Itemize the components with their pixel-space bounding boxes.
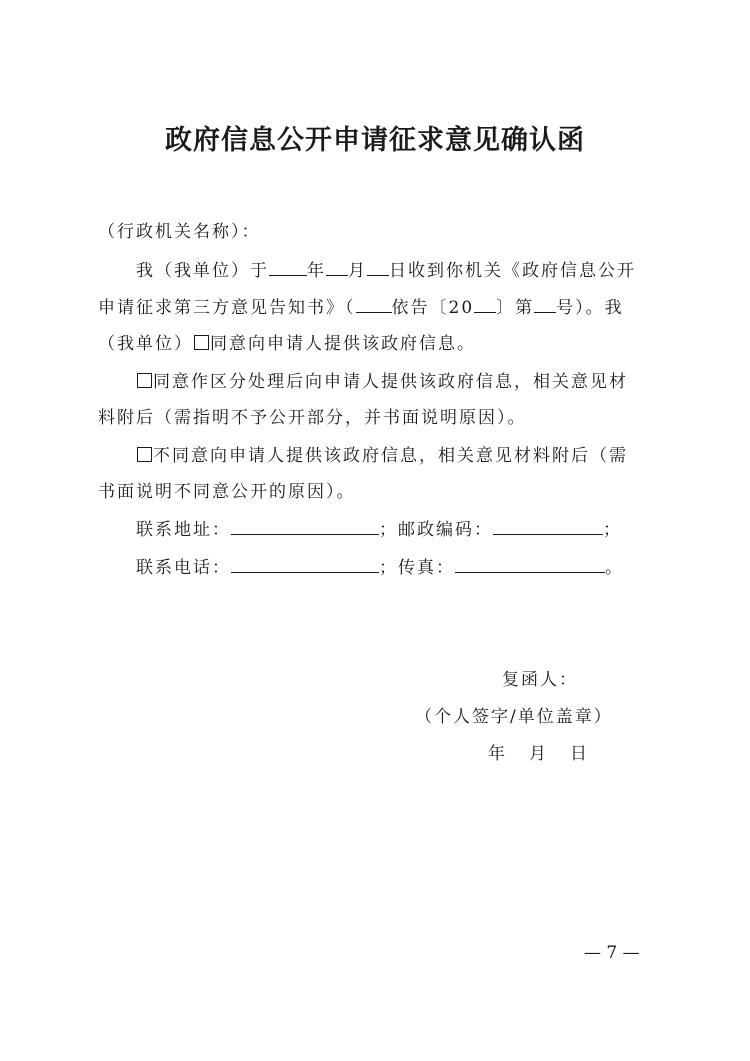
replier-label: 复函人：: [502, 670, 578, 690]
fax-label: ；传真：: [379, 558, 455, 578]
text-segment: 我（我单位）于: [136, 261, 269, 281]
text-segment: 号）。我: [556, 298, 624, 318]
paragraph-1-line-1: [136, 259, 636, 283]
text-segment: 月: [348, 261, 367, 281]
text-segment: 不同意向申请人提供该政府信息，相关意见材料附后（需: [153, 446, 628, 466]
agree-checkbox[interactable]: [194, 335, 209, 350]
fax-field[interactable]: [455, 556, 605, 573]
addressee-line: （行政机关名称）：: [98, 222, 261, 242]
postcode-label: ；邮政编码：: [379, 520, 493, 540]
sign-stamp-note: （个人签字/单位盖章）: [415, 707, 613, 727]
disagree-checkbox[interactable]: [137, 447, 152, 462]
text-segment: 〕第: [496, 298, 535, 318]
doc-number-blank: [534, 296, 556, 313]
option-2-line-1: [136, 370, 628, 394]
signature-date: [488, 742, 589, 766]
text-segment: 年: [307, 261, 326, 281]
text-segment: ；: [603, 520, 622, 540]
address-field[interactable]: [231, 518, 379, 535]
text-segment: 同意向申请人提供该政府信息。: [210, 334, 476, 354]
address-label: 联系地址：: [136, 520, 231, 540]
partial-agree-checkbox[interactable]: [137, 373, 152, 388]
doc-year-blank: [474, 296, 496, 313]
text-segment: 。: [605, 558, 624, 578]
postcode-field[interactable]: [493, 518, 603, 535]
doc-prefix-blank: [356, 296, 392, 313]
phone-field[interactable]: [231, 556, 379, 573]
date-month-blank: [326, 259, 348, 276]
text-segment: （我单位）: [98, 334, 193, 354]
paragraph-1-line-3: [98, 332, 476, 356]
option-3-line-1: [136, 444, 628, 468]
text-segment: 同意作区分处理后向申请人提供该政府信息，相关意见材: [153, 372, 628, 392]
option-2-line-2: 料附后（需指明不予公开部分，并书面说明原因）。: [98, 408, 527, 428]
contact-line-1: [136, 518, 622, 542]
text-segment: 申请征求第三方意见告知书》（: [98, 298, 356, 318]
document-title: 政府信息公开申请征求意见确认函: [165, 125, 585, 156]
day-label: 日: [570, 744, 589, 764]
text-segment: 依告〔20: [391, 298, 475, 318]
month-label: 月: [529, 744, 548, 764]
text-segment: 日收到你机关《政府信息公开: [389, 261, 636, 281]
paragraph-1-line-2: [98, 296, 624, 320]
date-day-blank: [367, 259, 389, 276]
contact-line-2: [136, 556, 624, 580]
year-label: 年: [488, 744, 507, 764]
phone-label: 联系电话：: [136, 558, 231, 578]
page-number: — 7 —: [584, 943, 640, 963]
option-3-line-2: 书面说明不同意公开的原因）。: [98, 482, 356, 502]
date-year-blank: [269, 259, 307, 276]
